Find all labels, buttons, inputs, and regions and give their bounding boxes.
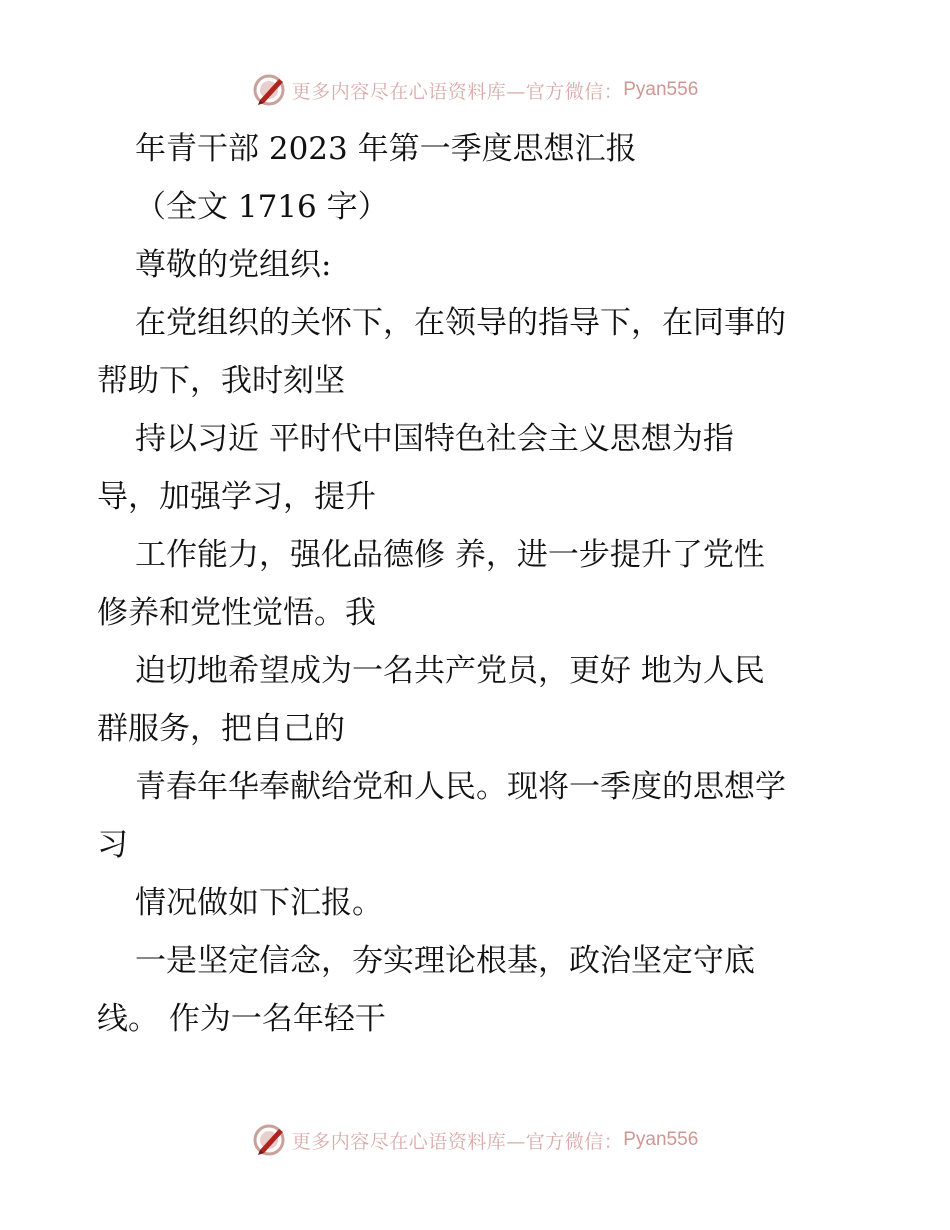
doc-line: 帮助下，我时刻坚 bbox=[97, 363, 345, 399]
footer-banner bbox=[0, 1120, 950, 1160]
doc-line: 一是坚定信念，夯实理论根基，政治坚定守底 bbox=[135, 943, 755, 979]
doc-line: 群服务，把自己的 bbox=[97, 711, 345, 747]
doc-line: 习 bbox=[97, 827, 128, 863]
doc-line: 情况做如下汇报。 bbox=[135, 885, 383, 921]
doc-line: 持以习近 平时代中国特色社会主义思想为指 bbox=[135, 421, 734, 457]
doc-line: （全文 1716 字） bbox=[135, 189, 389, 225]
doc-line: 青春年华奉献给党和人民。现将一季度的思想学 bbox=[135, 769, 786, 805]
doc-line: 年青干部 2023 年第一季度思想汇报 bbox=[135, 131, 637, 167]
doc-line: 工作能力，强化品德修 养，进一步提升了党性 bbox=[135, 537, 765, 573]
doc-line: 修养和党性觉悟。我 bbox=[97, 595, 376, 631]
header-banner bbox=[0, 70, 950, 110]
pen-logo-icon bbox=[252, 1123, 288, 1157]
promo-text: 更多内容尽在心语资料库—官方微信： bbox=[291, 1130, 624, 1153]
doc-line: 导，加强学习，提升 bbox=[97, 479, 376, 515]
promo-text: 更多内容尽在心语资料库—官方微信： bbox=[291, 80, 624, 103]
wechat-id: Pyan556 bbox=[623, 1129, 699, 1150]
doc-line: 迫切地希望成为一名共产党员，更好 地为人民 bbox=[135, 653, 765, 689]
doc-line: 尊敬的党组织: bbox=[135, 247, 332, 283]
wechat-id: Pyan556 bbox=[623, 79, 699, 100]
doc-line: 在党组织的关怀下，在领导的指导下，在同事的 bbox=[135, 305, 786, 341]
pen-logo-icon bbox=[252, 73, 288, 107]
document-body bbox=[97, 120, 867, 1048]
doc-line: 线。 作为一名年轻干 bbox=[97, 1001, 386, 1037]
